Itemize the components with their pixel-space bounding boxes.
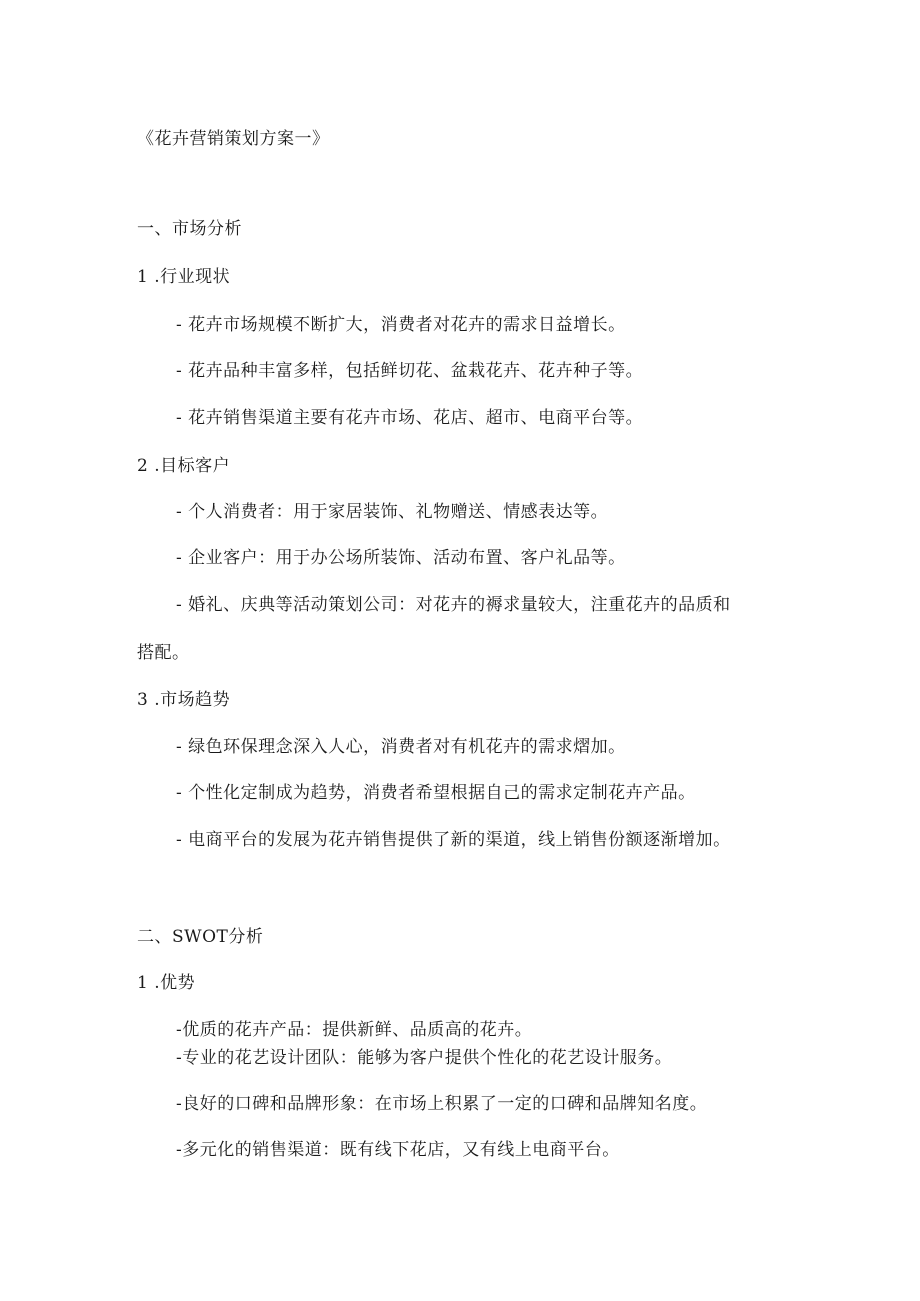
list-item: - 花卉销售渠道主要有花卉市场、花店、超市、电商平台等。 [176, 408, 644, 428]
list-item: -优质的花卉产品：提供新鲜、品质高的花卉。 [176, 1020, 533, 1040]
list-item-continuation: 搭配。 [137, 643, 190, 663]
document-title: 《花卉营销策划方案一》 [137, 129, 330, 149]
list-item: - 电商平台的发展为花卉销售提供了新的渠道，线上销售份额逐渐增加。 [176, 830, 731, 850]
subheading-industry-status: 1 .行业现状 [137, 267, 231, 287]
list-item: - 个人消费者：用于家居装饰、礼物赠送、情感表达等。 [176, 502, 609, 522]
list-item: -多元化的销售渠道：既有线下花店，又有线上电商平台。 [176, 1140, 620, 1160]
list-item: - 企业客户：用于办公场所装饰、活动布置、客户礼品等。 [176, 548, 626, 568]
list-item: - 花卉品种丰富多样，包括鲜切花、盆栽花卉、花卉种子等。 [176, 361, 644, 381]
list-item: - 花卉市场规模不断扩大，消费者对花卉的需求日益增长。 [176, 315, 626, 335]
list-item: - 绿色环保理念深入人心，消费者对有机花卉的需求熠加。 [176, 737, 626, 757]
subheading-strengths: 1 .优势 [137, 973, 196, 993]
list-item: -良好的口碑和品牌形象：在市场上积累了一定的口碑和品牌知名度。 [176, 1094, 708, 1114]
section-heading-swot: 二、SWOT分析 [137, 927, 264, 947]
subheading-target-customers: 2 .目标客户 [137, 456, 231, 476]
list-item: -专业的花艺设计团队：能够为客户提供个性化的花艺设计服务。 [176, 1048, 673, 1068]
section-heading-market-analysis: 一、市场分析 [137, 219, 242, 239]
list-item: - 婚礼、庆典等活动策划公司：对花卉的褥求量较大，注重花卉的品质和 [176, 595, 731, 615]
list-item: - 个性化定制成为趋势，消费者希望根据自己的需求定制花卉产品。 [176, 783, 696, 803]
subheading-market-trends: 3 .市场趋势 [137, 690, 231, 710]
